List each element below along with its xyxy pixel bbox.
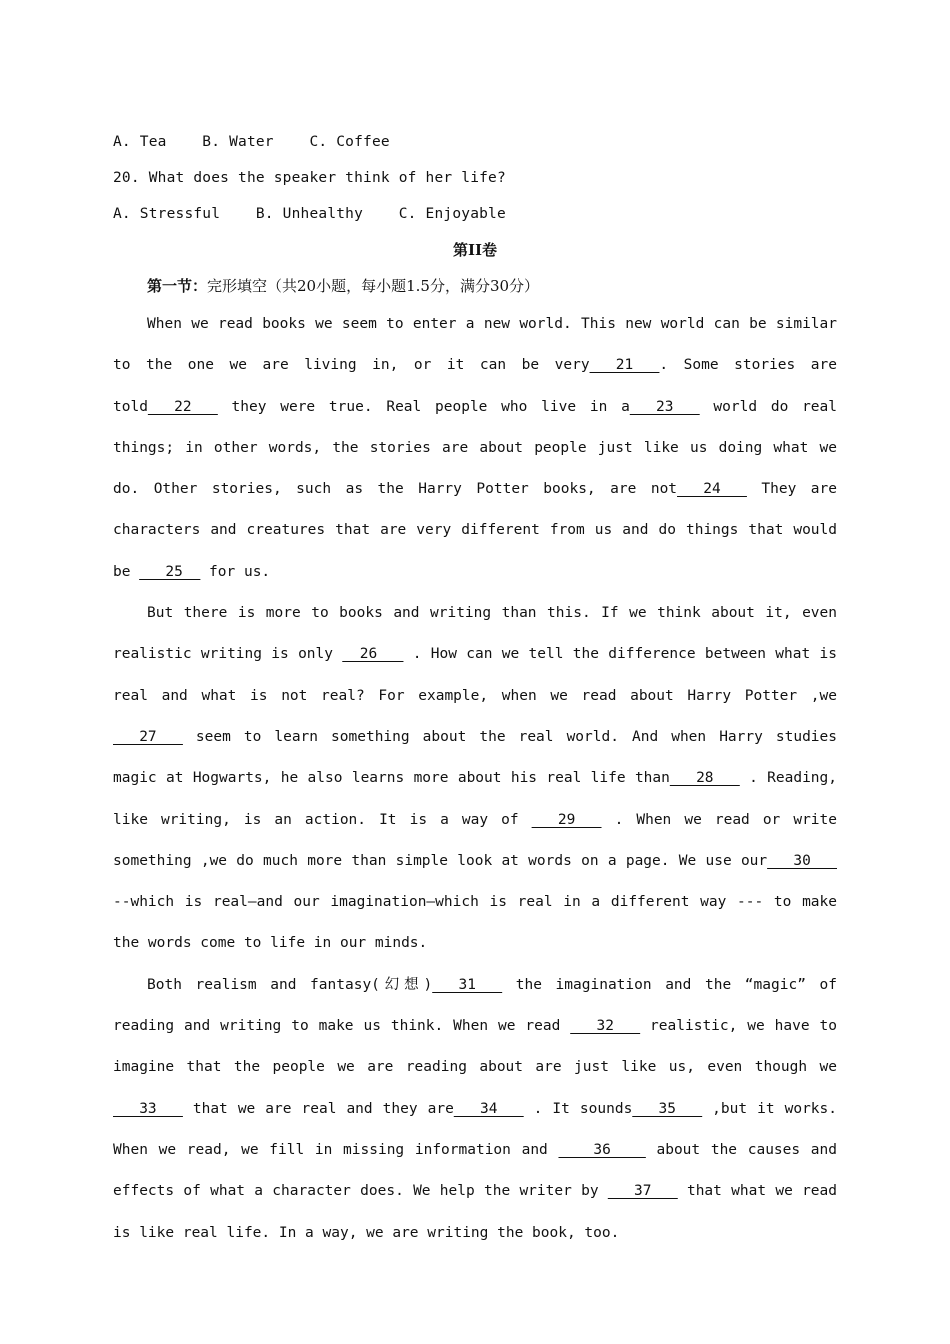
blank-37: ___37___ (607, 1183, 678, 1200)
blank-21: ___21___ (589, 357, 660, 374)
p2-text-4: . Reading, like writing, is an action. It is a way of (113, 770, 837, 828)
q20-question: 20. What does the speaker think of her life? (113, 170, 506, 186)
p3-text-5: . It sounds (523, 1100, 633, 1117)
p3-text-3: realistic, we have to imagine that the people we are reading about are just like us, even though we (113, 1018, 838, 1076)
blank-27: ___27___ (113, 728, 183, 745)
blank-26: __26___ (342, 646, 404, 663)
blank-23: ___23___ (629, 398, 700, 415)
p3-text-7: about the causes and effects of what a character does. We help the writer by (113, 1141, 837, 1200)
q20-options: A. Stressful B. Unhealthy C. Enjoyable (113, 206, 506, 222)
blank-32: ___32___ (570, 1018, 641, 1035)
p3-text-6: ,but it works. When we read, we fill in missing information and (113, 1100, 837, 1158)
blank-31: ___31___ (432, 976, 503, 993)
section-desc: 完形填空（共20小题，每小题1.5分，满分30分） (207, 277, 540, 295)
part-title: 第II卷 (452, 241, 498, 259)
blank-22: ___22___ (147, 398, 218, 415)
exam-page (113, 124, 837, 1254)
paragraph-2 (113, 593, 837, 965)
blank-28: ___28___ (669, 770, 740, 787)
blank-36: ____36____ (558, 1141, 646, 1158)
p1-text-6: for us. (200, 563, 271, 580)
p3-text-4: that we are real and they are (182, 1100, 454, 1117)
blank-25: ___25__ (139, 563, 201, 580)
paragraph-1 (113, 304, 837, 593)
blank-34: ___34___ (453, 1100, 524, 1117)
p1-text-5: They are characters and creatures that are very different from us and do things that would be (113, 481, 837, 580)
p3-text-8: that what we read is like real life. In a way, we are writing the book, too. (113, 1183, 837, 1241)
blank-35: ___35___ (632, 1100, 703, 1117)
p3-text-1: Both realism and fantasy(幻想) (147, 976, 433, 993)
blank-33: ___33___ (113, 1100, 183, 1117)
p1-text-1: When we read books we seem to enter a new world. This new world can be similar to the one we are living in, or it can be very (113, 316, 837, 374)
p2-text-3: seem to learn something about the real world. And when Harry studies magic at Hogwarts, he also learns more about his real life than (113, 728, 837, 787)
p2-text-5: . When we read or write something ,we do much more than simple look at words on a page. We use our (113, 811, 837, 869)
paragraph-3 (113, 965, 837, 1254)
p2-text-2: . How can we tell the difference between what is real and what is not real? For example, when we read about Harry Potter ,we (113, 646, 837, 704)
blank-30: ___30___ (767, 852, 837, 869)
p2-text-1: But there is more to books and writing than this. If we think about it, even realistic writing is only (113, 605, 837, 663)
q19-options: A. Tea B. Water C. Coffee (113, 134, 390, 150)
section-label: 第一节： (147, 277, 208, 295)
blank-29: ___29___ (531, 811, 602, 828)
p1-text-4: world do real things; in other words, the stories are about people just like us doing what we do. Other stories, such as the Harry Potter books, are not (113, 398, 838, 498)
p3-text-2: the imagination and the “magic” of reading and writing to make us think. When we read (113, 976, 837, 1035)
p1-text-3: they were true. Real people who live in a (217, 398, 630, 415)
section-heading (113, 268, 837, 304)
p1-text-2: . Some stories are told (113, 357, 837, 415)
blank-24: ___24___ (677, 481, 747, 498)
p2-text-6: --which is real—and our imagination—which is real in a different way --- to make the words come to life in our minds. (113, 894, 837, 952)
